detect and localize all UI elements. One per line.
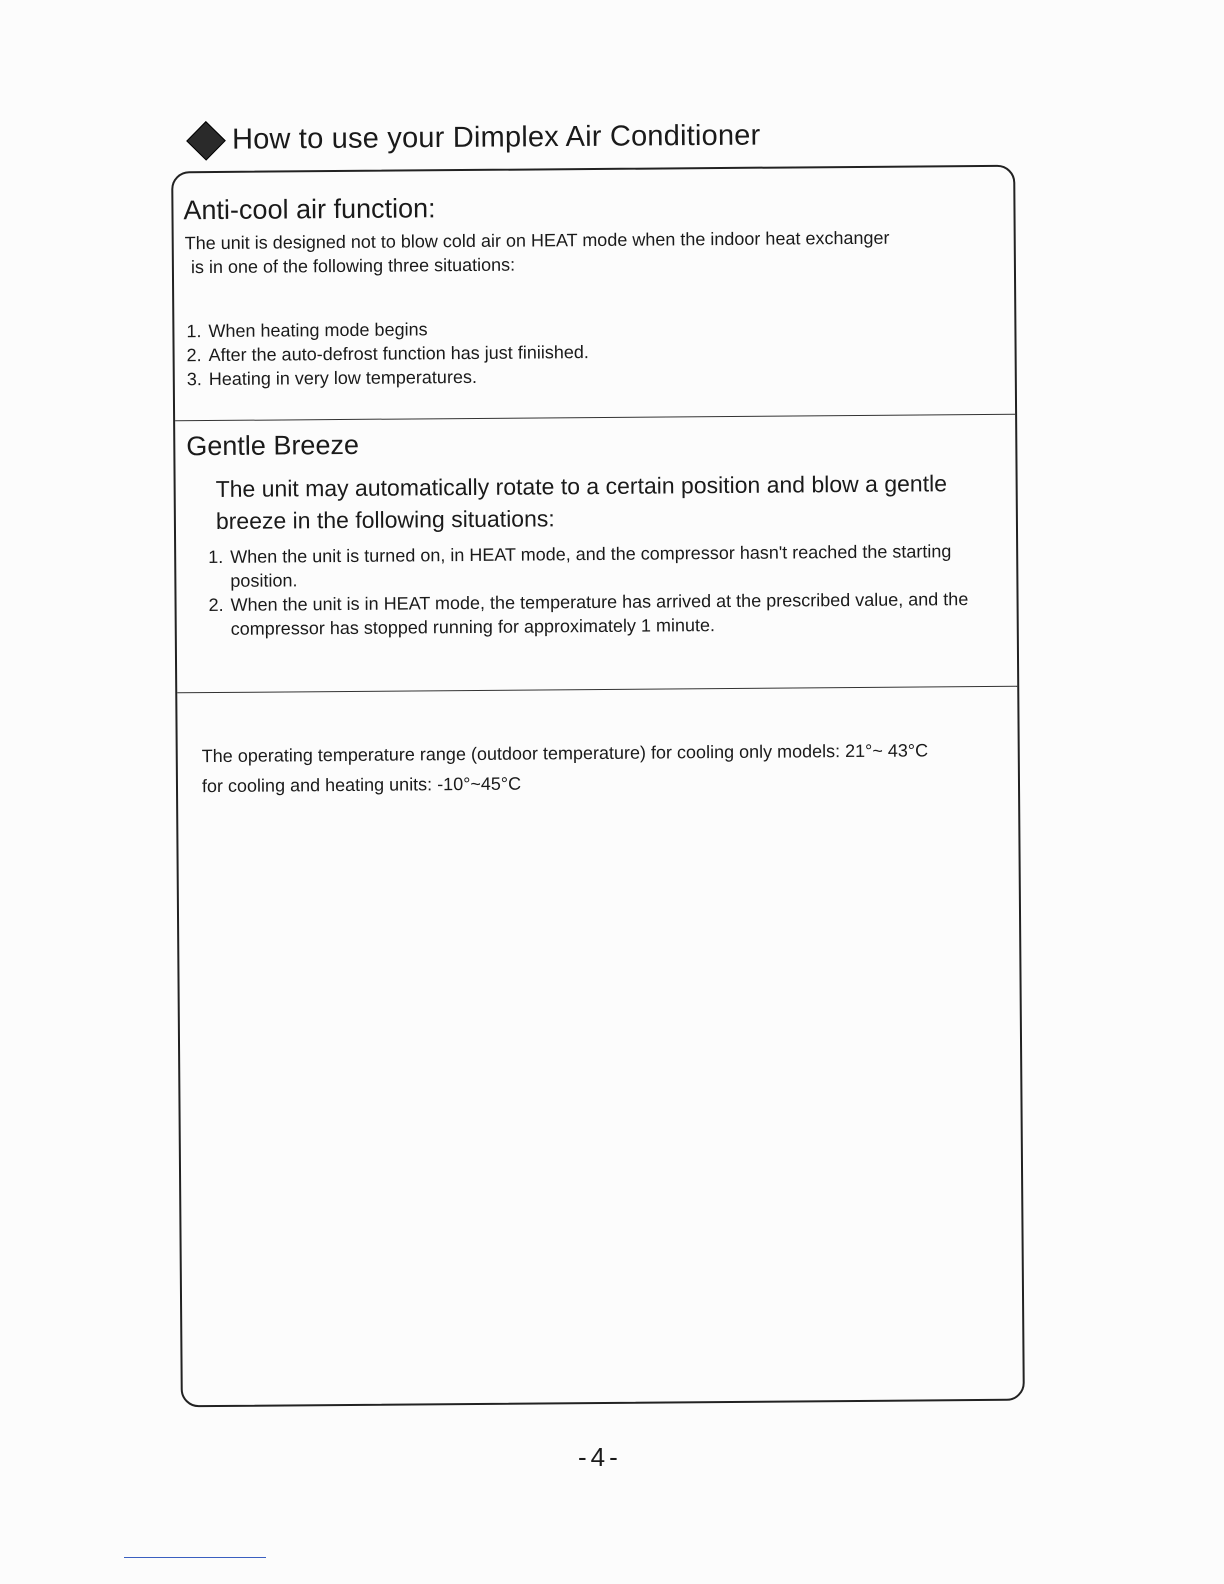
page-number: -4- <box>578 1442 622 1472</box>
list-item-text: When the unit is turned on, in HEAT mode, and the compressor hasn't reached the starting position. <box>230 541 952 591</box>
operating-range-heat-pump: for cooling and heating units: -10°~45°C <box>201 773 522 797</box>
anti-cool-intro <box>185 225 985 279</box>
list-item <box>208 587 998 641</box>
gentle-breeze-list <box>208 539 999 641</box>
gentle-breeze-intro: The unit may automatically rotate to a certain position and blow a gentle breeze in the following situations: <box>215 470 948 534</box>
gentle-breeze-section <box>175 415 1017 694</box>
anti-cool-intro-line1: The unit is designed not to blow cold air on HEAT mode when the indoor heat exchanger <box>184 227 890 254</box>
operating-range-section <box>177 687 1023 1406</box>
anti-cool-title: Anti-cool air function: <box>183 193 436 226</box>
page-heading <box>186 119 761 157</box>
footer-rule <box>124 1557 266 1558</box>
list-item-number: 1. <box>208 546 224 568</box>
list-item <box>208 539 998 593</box>
list-item-number: 2. <box>208 594 224 616</box>
list-item-number: 3. <box>186 369 202 390</box>
list-item-text: When heating mode begins <box>208 319 428 342</box>
list-item-text: When the unit is in HEAT mode, the temperature has arrived at the prescribed value, and the compressor has stopped running for approximately 1 minute. <box>230 589 969 639</box>
operating-range-text <box>202 735 929 801</box>
operating-range-cooling-only: The operating temperature range (outdoor temperature) for cooling only models: 21°~ 43°C <box>201 740 929 767</box>
list-item-number: 1. <box>186 321 202 342</box>
anti-cool-section <box>173 167 1015 422</box>
list-item <box>187 364 589 391</box>
content-frame <box>171 165 1025 1408</box>
anti-cool-list <box>186 316 589 391</box>
list-item <box>187 340 589 367</box>
list-item-number: 2. <box>186 345 202 366</box>
anti-cool-intro-line2: is in one of the following three situations: <box>190 254 516 278</box>
gentle-breeze-title: Gentle Breeze <box>186 429 360 462</box>
list-item-text: Heating in very low temperatures. <box>208 366 477 390</box>
diamond-bullet-icon <box>186 121 226 161</box>
list-item-text: After the auto-defrost function has just finiished. <box>208 342 589 366</box>
page-title: How to use your Dimplex Air Conditioner <box>231 119 761 156</box>
list-item <box>186 316 588 343</box>
